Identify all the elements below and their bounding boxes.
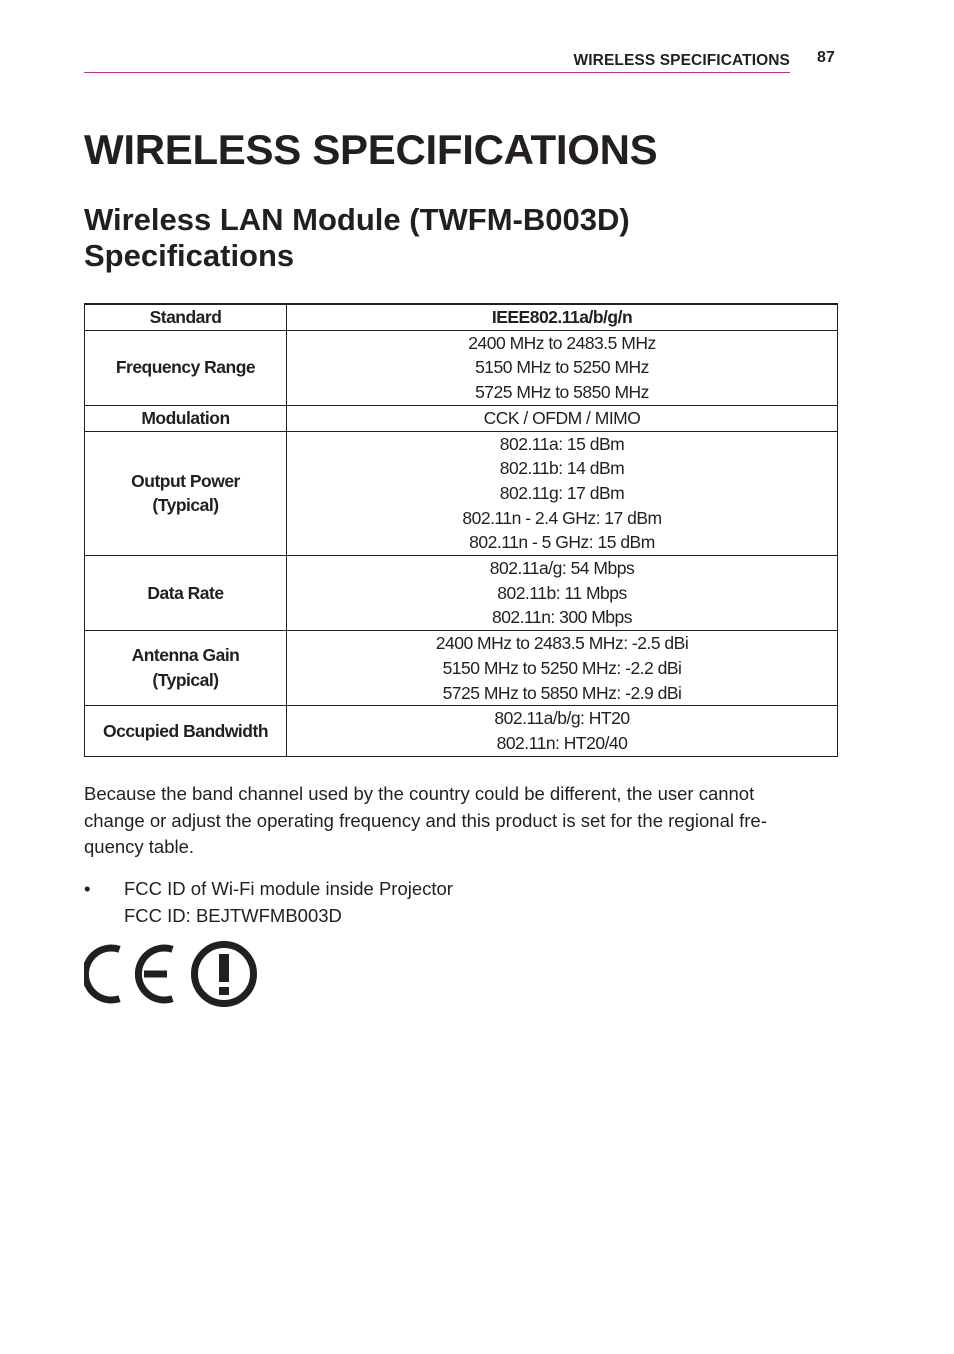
spec-value-line: 5725 MHz to 5850 MHz [475,382,649,403]
spec-value [287,631,838,706]
fcc-bullet-line-2: FCC ID: BEJTWFMB003D [124,904,342,926]
spec-label-text: Output Power [131,470,240,491]
spec-value-line: 5150 MHz to 5250 MHz [475,357,649,378]
spec-label-text: (Typical) [152,495,219,516]
page-number: 87 [817,49,835,66]
spec-label [85,304,287,330]
spec-label-text: (Typical) [152,670,219,691]
spec-value-line: 802.11a: 15 dBm [499,433,625,454]
band-channel-note [84,781,814,861]
spec-label [85,405,287,431]
ce-alert-marks [84,940,259,1008]
fcc-bullet [124,876,453,929]
spec-value-line: 802.11a/g: 54 Mbps [489,558,635,579]
spec-value-line: 2400 MHz to 2483.5 MHz [468,332,656,353]
spec-label-text: Antenna Gain [131,645,240,666]
note-line-1: Because the band channel used by the country could be different, the user cannot [84,783,755,804]
note-line-2: change or adjust the operating frequency and this product is set for the regional fre- [84,809,767,831]
spec-value-line: 802.11b: 11 Mbps [497,582,627,603]
spec-value-line: 802.11n: HT20/40 [496,732,628,753]
spec-value-line: IEEE802.11a/b/g/n [491,307,633,327]
spec-label-text: Frequency Range [115,357,256,378]
spec-value-line: CCK / OFDM / MIMO [483,407,641,428]
spec-value [287,431,838,556]
spec-row [85,631,838,706]
spec-row [85,556,838,631]
spec-row [85,431,838,556]
spec-value-line: 2400 MHz to 2483.5 MHz: -2.5 dBi [435,633,689,654]
spec-value-line: 802.11n - 5 GHz: 15 dBm [469,532,655,553]
spec-value-line: 802.11g: 17 dBm [499,482,625,503]
spec-label [85,431,287,556]
section-title [84,202,784,274]
spec-value [287,405,838,431]
spec-label-text: Standard [149,307,222,327]
spec-row [85,304,838,330]
note-line-3: quency table. [84,836,195,857]
spec-value [287,706,838,756]
section-title-line-2: Specifications [84,238,295,273]
running-header [84,46,790,73]
spec-table [84,303,838,757]
running-header-title: WIRELESS SPECIFICATIONS [573,52,790,69]
spec-value-line: 802.11b: 14 dBm [499,458,625,479]
spec-label-text: Data Rate [147,582,224,603]
spec-label [85,556,287,631]
spec-label [85,631,287,706]
bullet-icon: • [84,878,91,899]
spec-row [85,405,838,431]
spec-value-line: 5150 MHz to 5250 MHz: -2.2 dBi [442,657,682,678]
spec-row [85,706,838,756]
spec-value [287,330,838,405]
spec-label-text: Occupied Bandwidth [102,720,269,741]
fcc-bullet-line-1: FCC ID of Wi-Fi module inside Projector [124,878,453,899]
section-title-line-1: Wireless LAN Module (TWFM-B003D) [84,202,630,237]
spec-value [287,304,838,330]
spec-value-line: 802.11n: 300 Mbps [491,607,633,628]
page-title: WIRELESS SPECIFICATIONS [84,126,658,173]
spec-label [85,330,287,405]
spec-value-line: 802.11n - 2.4 GHz: 17 dBm [462,507,662,528]
spec-value-line: 5725 MHz to 5850 MHz: -2.9 dBi [442,682,682,703]
spec-value [287,556,838,631]
alert-icon [195,945,254,1004]
spec-value-line: 802.11a/b/g: HT20 [494,708,630,729]
spec-label [85,706,287,756]
spec-label-text: Modulation [141,407,230,428]
spec-row [85,330,838,405]
ce-mark-icon [85,948,172,1000]
